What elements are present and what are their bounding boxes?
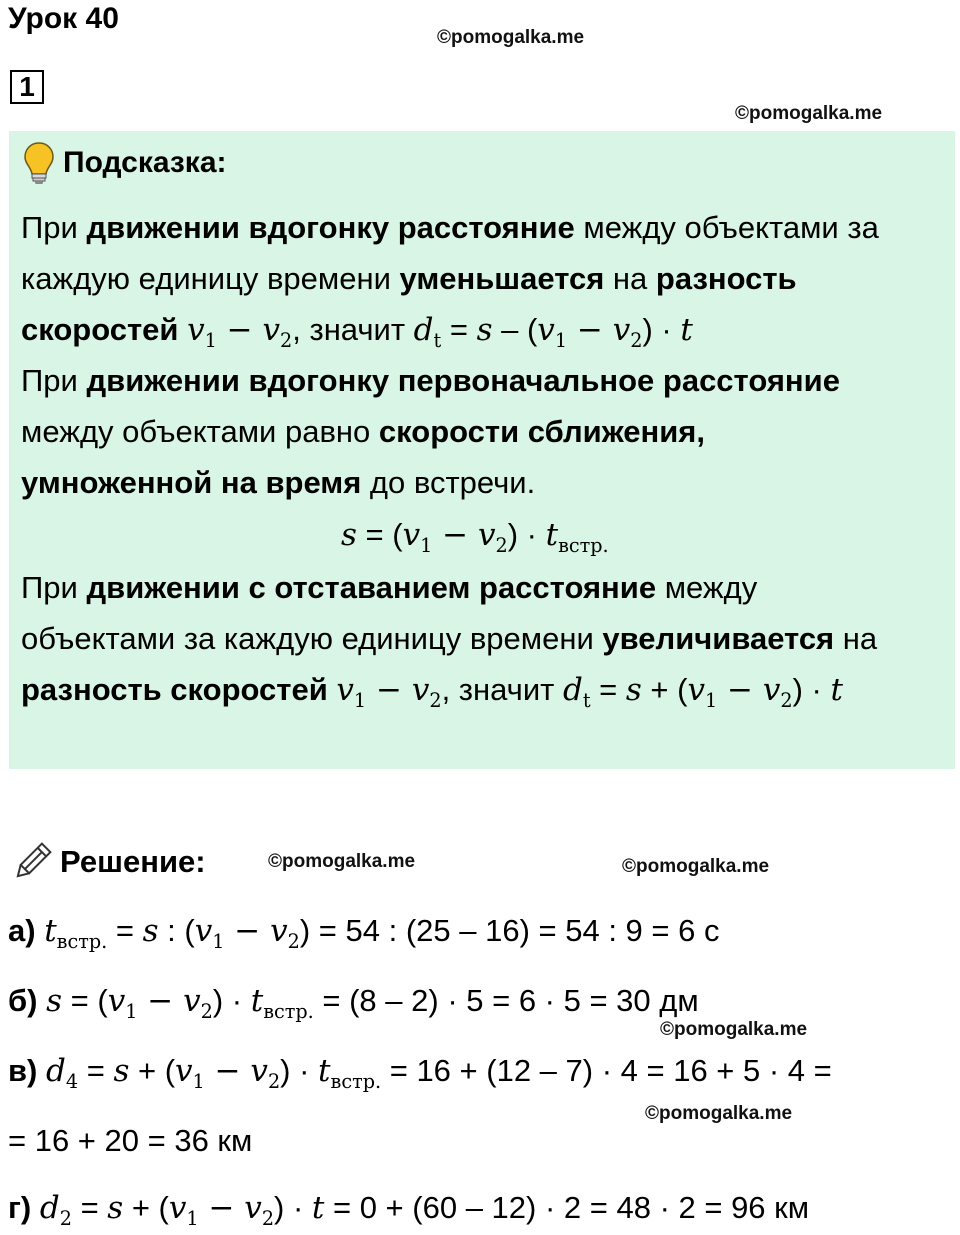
watermark: ©pomogalka.me [645,1103,793,1124]
task-number: 1 [10,70,44,104]
hint-line: разность скоростей $v_1 - v_2$, значит $d_t = s + (v_1 - v_2) \cdot t$ [21,672,843,713]
solution-line-v-cont: = 16 + 20 = 36 км [8,1123,253,1158]
lightbulb-icon [23,141,55,185]
hint-line: между объектами равно скорости сближения, [21,414,705,449]
hint-line: объектами за каждую единицу времени увеличивается на [21,621,878,656]
hint-line: умноженной на время до встречи. [21,465,536,500]
hint-header [23,141,227,185]
hint-formula: $s = (v_1 - v_2) \cdot t_{встр.}$ [341,517,609,558]
solution-line-v: в) $d_4 = s + (v_1 - v_2) \cdot t_{встр.} = 16 + (12 - 7) \cdot 4 = 16 + 5 \cdot 4$ = [8,1053,832,1094]
solution-line-g: г) $d_2 = s + (v_1 - v_2) \cdot t = 0 + (60 - 12) \cdot 2 = 48 \cdot 2 = 96$ км [8,1190,810,1231]
watermark: ©pomogalka.me [437,27,585,48]
hint-line: При движении с отставанием расстояние между [21,570,758,605]
hint-line: При движении вдогонку первоначальное расстояние [21,363,840,398]
watermark: ©pomogalka.me [268,851,416,872]
hint-line: При движении вдогонку расстояние между объектами за [21,210,879,245]
solution-header [10,840,206,884]
pencil-icon [10,840,54,884]
hint-line: скоростей $v_1 - v_2$, значит $d_t = s - (v_1 - v_2) \cdot t$ [21,312,693,353]
watermark: ©pomogalka.me [622,856,770,877]
hint-line: каждую единицу времени уменьшается на разность [21,261,797,296]
lesson-title: Урок 40 [8,2,119,35]
hint-title: Подсказка: [63,146,227,179]
solution-line-a: а) $t_{встр.} = s$ : $(v_1 - v_2) = 54$ : (25 – 16) = 54 : 9 = 6 с [8,913,720,954]
solution-title: Решение: [60,844,206,879]
watermark: ©pomogalka.me [660,1019,808,1040]
hint-box [9,131,955,769]
solution-line-b: б) $s = (v_1 - v_2) \cdot t_{встр.} = (8 - 2) \cdot 5 = 6 \cdot 5 = 30$ дм [8,983,699,1024]
watermark: ©pomogalka.me [735,103,883,124]
